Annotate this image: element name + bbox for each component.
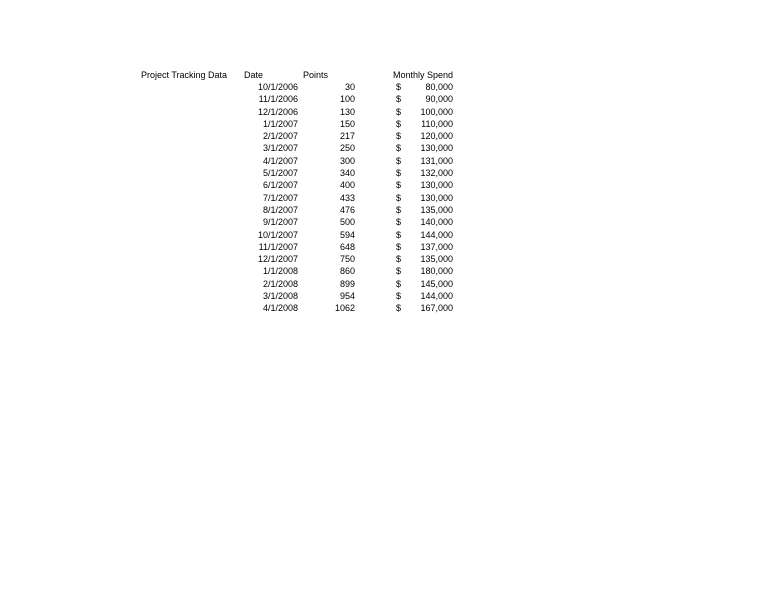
points-cell: 899 bbox=[339, 278, 355, 289]
currency-symbol: $ bbox=[396, 94, 402, 105]
currency-symbol: $ bbox=[396, 278, 402, 289]
date-cell: 10/1/2006 bbox=[257, 82, 298, 92]
currency-symbol: $ bbox=[396, 241, 402, 252]
monthly-spend-cell: 135,000 bbox=[420, 204, 453, 215]
currency-symbol: $ bbox=[396, 118, 402, 129]
column-header-monthly-spend: Monthly Spend bbox=[393, 70, 454, 80]
date-cell: 3/1/2008 bbox=[262, 291, 298, 302]
monthly-spend-cell: 120,000 bbox=[420, 131, 453, 142]
table-row bbox=[0, 118, 768, 130]
points-cell: 476 bbox=[339, 204, 355, 215]
currency-symbol: $ bbox=[396, 291, 402, 302]
currency-symbol: $ bbox=[396, 82, 402, 92]
date-cell: 12/1/2006 bbox=[257, 106, 298, 117]
date-cell: 1/1/2008 bbox=[262, 266, 298, 277]
date-cell: 11/1/2006 bbox=[258, 94, 298, 105]
currency-symbol: $ bbox=[396, 168, 402, 179]
table-row bbox=[0, 229, 768, 241]
date-cell: 9/1/2007 bbox=[262, 217, 298, 228]
date-cell: 8/1/2007 bbox=[262, 204, 298, 215]
date-cell: 11/1/2007 bbox=[258, 241, 298, 252]
date-cell: 3/1/2007 bbox=[262, 143, 298, 154]
monthly-spend-cell: 132,000 bbox=[420, 168, 453, 179]
currency-symbol: $ bbox=[396, 180, 402, 191]
table-row bbox=[0, 204, 768, 216]
date-cell: 4/1/2007 bbox=[262, 155, 298, 166]
column-header-points: Points bbox=[303, 70, 329, 80]
points-cell: 217 bbox=[339, 131, 355, 142]
date-cell: 10/1/2007 bbox=[257, 229, 298, 240]
currency-symbol: $ bbox=[396, 192, 402, 203]
monthly-spend-cell: 80,000 bbox=[425, 82, 453, 92]
date-cell: 7/1/2007 bbox=[262, 192, 298, 203]
table-row bbox=[0, 241, 768, 253]
monthly-spend-cell: 167,000 bbox=[420, 303, 453, 314]
date-cell: 5/1/2007 bbox=[262, 168, 298, 179]
monthly-spend-cell: 145,000 bbox=[420, 278, 453, 289]
currency-symbol: $ bbox=[396, 143, 402, 154]
data-table bbox=[0, 81, 768, 315]
table-row bbox=[0, 253, 768, 265]
table-row bbox=[0, 93, 768, 105]
points-cell: 954 bbox=[339, 291, 355, 302]
monthly-spend-cell: 130,000 bbox=[420, 143, 453, 154]
monthly-spend-cell: 135,000 bbox=[420, 254, 453, 265]
currency-symbol: $ bbox=[396, 303, 402, 314]
currency-symbol: $ bbox=[396, 131, 402, 142]
points-cell: 340 bbox=[339, 168, 355, 179]
monthly-spend-cell: 180,000 bbox=[420, 266, 453, 277]
points-cell: 860 bbox=[339, 266, 355, 277]
points-cell: 433 bbox=[339, 192, 355, 203]
currency-symbol: $ bbox=[396, 229, 402, 240]
table-row bbox=[0, 290, 768, 302]
table-row bbox=[0, 216, 768, 228]
date-cell: 6/1/2007 bbox=[262, 180, 298, 191]
table-row bbox=[0, 302, 768, 314]
currency-symbol: $ bbox=[396, 217, 402, 228]
currency-symbol: $ bbox=[396, 254, 402, 265]
table-row bbox=[0, 106, 768, 118]
date-cell: 12/1/2007 bbox=[257, 254, 298, 265]
monthly-spend-cell: 130,000 bbox=[420, 192, 453, 203]
column-header-date: Date bbox=[244, 70, 264, 80]
points-cell: 150 bbox=[339, 118, 355, 129]
table-row bbox=[0, 265, 768, 277]
monthly-spend-cell: 100,000 bbox=[420, 106, 453, 117]
points-cell: 300 bbox=[339, 155, 355, 166]
currency-symbol: $ bbox=[396, 204, 402, 215]
points-cell: 250 bbox=[339, 143, 355, 154]
table-row bbox=[0, 155, 768, 167]
monthly-spend-cell: 144,000 bbox=[420, 291, 453, 302]
date-cell: 1/1/2007 bbox=[262, 118, 298, 129]
points-cell: 750 bbox=[339, 254, 355, 265]
monthly-spend-cell: 131,000 bbox=[420, 155, 453, 166]
table-row bbox=[0, 179, 768, 191]
table-row bbox=[0, 192, 768, 204]
currency-symbol: $ bbox=[396, 106, 402, 117]
monthly-spend-cell: 130,000 bbox=[420, 180, 453, 191]
currency-symbol: $ bbox=[396, 266, 402, 277]
table-row bbox=[0, 81, 768, 93]
monthly-spend-cell: 140,000 bbox=[420, 217, 453, 228]
points-cell: 30 bbox=[344, 82, 355, 92]
monthly-spend-cell: 110,000 bbox=[421, 118, 453, 129]
points-cell: 400 bbox=[339, 180, 355, 191]
monthly-spend-cell: 144,000 bbox=[420, 229, 453, 240]
points-cell: 648 bbox=[339, 241, 355, 252]
points-cell: 500 bbox=[339, 217, 355, 228]
date-cell: 2/1/2008 bbox=[262, 278, 298, 289]
table-row bbox=[0, 167, 768, 179]
date-cell: 4/1/2008 bbox=[262, 303, 298, 314]
monthly-spend-cell: 90,000 bbox=[425, 94, 453, 105]
points-cell: 1062 bbox=[334, 303, 355, 314]
table-row bbox=[0, 130, 768, 142]
currency-symbol: $ bbox=[396, 155, 402, 166]
table-row bbox=[0, 278, 768, 290]
points-cell: 594 bbox=[339, 229, 355, 240]
sheet-title: Project Tracking Data bbox=[141, 70, 228, 80]
monthly-spend-cell: 137,000 bbox=[420, 241, 453, 252]
points-cell: 100 bbox=[339, 94, 355, 105]
points-cell: 130 bbox=[339, 106, 355, 117]
table-row bbox=[0, 142, 768, 154]
date-cell: 2/1/2007 bbox=[262, 131, 298, 142]
